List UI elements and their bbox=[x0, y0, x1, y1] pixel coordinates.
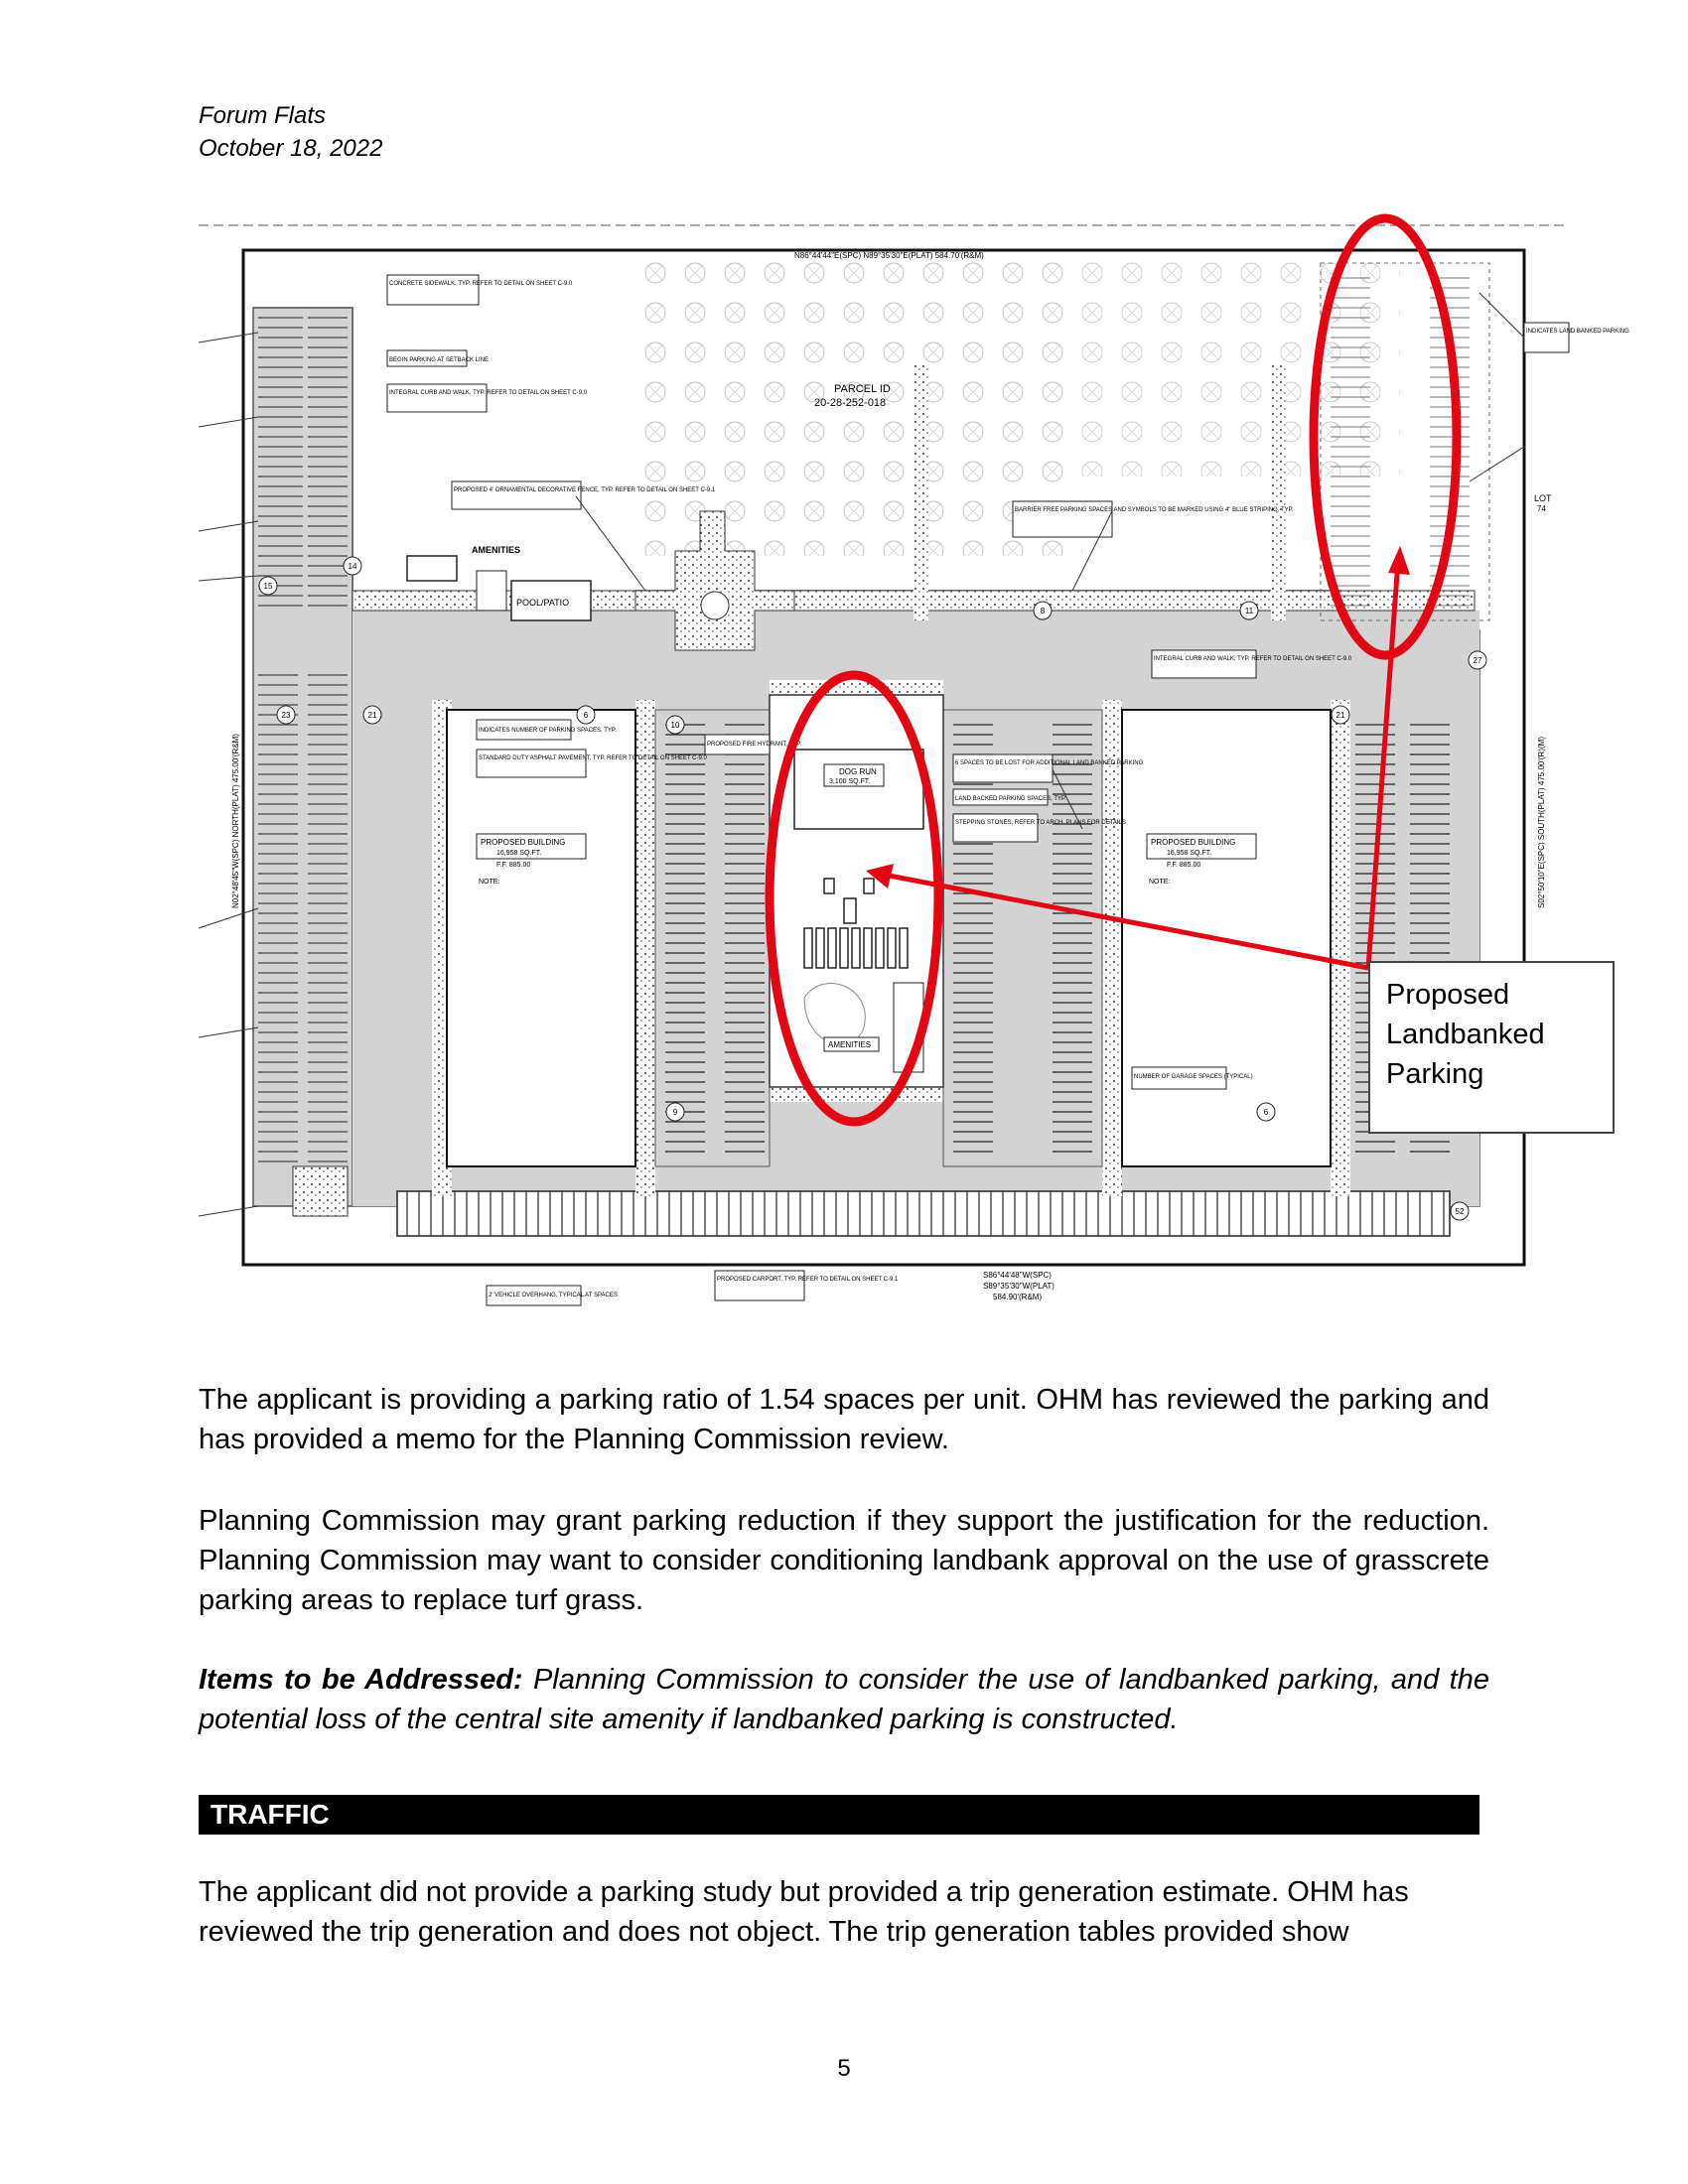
annotation-line-1: Proposed bbox=[1386, 979, 1510, 1011]
paragraph-parking-ratio: The applicant is providing a parking ratio of 1.54 spaces per unit. OHM has reviewed the parking and has provided a memo for the Planning Commission review. bbox=[199, 1384, 1489, 1455]
callout-2: INTEGRAL CURB AND WALK, TYP. REFER TO DETAIL ON SHEET C-9.0 bbox=[389, 390, 588, 396]
count-9: 9 bbox=[672, 1108, 678, 1117]
parcel-id: 20-28-252-018 bbox=[814, 397, 887, 409]
lot-number: 74 bbox=[1537, 504, 1546, 513]
dog-run bbox=[794, 750, 923, 829]
lot-label: LOT bbox=[1534, 493, 1552, 503]
building-west-ff: F.F. 885.00 bbox=[496, 862, 531, 869]
south-distance: 584.90'(R&M) bbox=[993, 1293, 1043, 1301]
dog-run-label: DOG RUN bbox=[839, 767, 877, 776]
callout-1: BEGIN PARKING AT SETBACK LINE bbox=[389, 357, 490, 363]
document-date: October 18, 2022 bbox=[199, 135, 383, 162]
annotation-line-3: Parking bbox=[1386, 1058, 1484, 1090]
annotation-line-2: Landbanked bbox=[1386, 1019, 1545, 1050]
paragraph-traffic: The applicant did not provide a parking study but provided a trip generation estimate. OHM has reviewed the trip generation and does not object. The trip generation tables provided show bbox=[199, 1876, 1409, 1948]
dog-run-area: 3,100 SQ.FT. bbox=[829, 778, 871, 785]
building-west-label: PROPOSED BUILDING bbox=[481, 838, 566, 847]
building-east-ff: F.F. 885.00 bbox=[1167, 862, 1201, 869]
note-west: NOTE: bbox=[479, 879, 500, 886]
page-number: 5 bbox=[837, 2055, 851, 2082]
items-text: Planning Commission to consider the use of landbanked parking, and the potential loss of the central site amenity if landbanked parking is constructed. bbox=[199, 1664, 1490, 1735]
section-header-traffic bbox=[199, 1795, 1479, 1835]
count-0: 14 bbox=[348, 562, 357, 571]
count-6: 8 bbox=[1040, 607, 1046, 615]
parcel-id-label: PARCEL ID bbox=[834, 383, 891, 395]
count-3: 23 bbox=[281, 711, 291, 720]
section-title: TRAFFIC bbox=[211, 1799, 330, 1830]
callout-5: STANDARD DUTY ASPHALT PAVEMENT, TYP. REFER TO DETAIL ON SHEET C-9.0 bbox=[479, 755, 707, 761]
count-10: 6 bbox=[1263, 1108, 1269, 1117]
count-5: 10 bbox=[670, 721, 680, 730]
north-bearing: N86°44'44"E(SPC) N89°35'30"E(PLAT) 584.70'(R&M) bbox=[794, 251, 984, 260]
pool-label: POOL/PATIO bbox=[516, 598, 570, 608]
document-header bbox=[199, 99, 382, 165]
amenities-nw-label: AMENITIES bbox=[472, 545, 521, 555]
count-11: 21 bbox=[1336, 711, 1345, 720]
landbank-annotation-box bbox=[1368, 961, 1615, 1134]
east-bearing: S02°50'10"E(SPC) SOUTH(PLAT) 475.00'(R)(M) bbox=[1537, 737, 1546, 908]
count-12: 52 bbox=[1455, 1207, 1465, 1216]
callout-13: INDICATES LAND BANKED PARKING bbox=[1526, 329, 1629, 335]
site-plan-drawing bbox=[199, 213, 1629, 1325]
count-8: 27 bbox=[1473, 656, 1482, 665]
callout-0: CONCRETE SIDEWALK, TYP. REFER TO DETAIL ON SHEET C-9.0 bbox=[389, 281, 573, 287]
callout-14: PROPOSED CARPORT, TYP. REFER TO DETAIL ON SHEET C-9.1 bbox=[717, 1277, 899, 1283]
count-7: 11 bbox=[1244, 607, 1254, 615]
items-to-be-addressed bbox=[199, 1660, 1489, 1739]
callout-4: INDICATES NUMBER OF PARKING SPACES, TYP. bbox=[479, 728, 617, 734]
building-west bbox=[447, 710, 635, 1166]
count-4: 6 bbox=[583, 711, 589, 720]
south-bearing-plat: S89°35'30"W(PLAT) bbox=[983, 1282, 1055, 1291]
south-bearing: S86°44'48"W(SPC) bbox=[983, 1271, 1052, 1280]
west-bearing: N02°48'45"W(SPC) NORTH(PLAT) 475.00'(R&M) bbox=[231, 734, 240, 908]
count-2: 21 bbox=[367, 711, 377, 720]
callout-8: LAND BACKED PARKING SPACES, TYP. bbox=[955, 796, 1066, 802]
building-west-area: 16,958 SQ.FT. bbox=[496, 850, 542, 857]
callout-10: BARRIER FREE PARKING SPACES AND SYMBOLS TO BE MARKED USING 4" BLUE STRIPING, TYP. bbox=[1015, 507, 1294, 513]
callout-15: 2' VEHICLE OVERHANG, TYPICAL AT SPACES bbox=[489, 1293, 618, 1298]
callout-11: INTEGRAL CURB AND WALK, TYP. REFER TO DETAIL ON SHEET C-9.0 bbox=[1154, 656, 1352, 662]
count-1: 15 bbox=[263, 582, 273, 591]
building-east-area: 16,958 SQ.FT. bbox=[1167, 850, 1212, 857]
callout-7: 6 SPACES TO BE LOST FOR ADDITIONAL LAND BANKED PARKING bbox=[955, 760, 1144, 766]
items-label: Items to be Addressed: bbox=[199, 1664, 523, 1696]
callout-6: PROPOSED FIRE HYDRANT, TYP. bbox=[707, 742, 802, 748]
callout-3: PROPOSED 4' ORNAMENTAL DECORATIVE FENCE, TYP. REFER TO DETAIL ON SHEET C-9.1 bbox=[454, 487, 716, 493]
note-east: NOTE: bbox=[1149, 879, 1171, 886]
paragraph-parking-reduction: Planning Commission may grant parking reduction if they support the justification for the reduction. Planning Commission may want to consider conditioning landbank approval on the use of grasscrete parking areas to replace turf grass. bbox=[199, 1505, 1489, 1616]
project-name: Forum Flats bbox=[199, 102, 327, 129]
callout-9: STEPPING STONES, REFER TO ARCH. PLANS FOR DETAILS bbox=[955, 820, 1126, 826]
callout-12: NUMBER OF GARAGE SPACES (TYPICAL) bbox=[1134, 1074, 1253, 1080]
amenities-center-label: AMENITIES bbox=[828, 1040, 872, 1049]
building-east-label: PROPOSED BUILDING bbox=[1151, 838, 1236, 847]
